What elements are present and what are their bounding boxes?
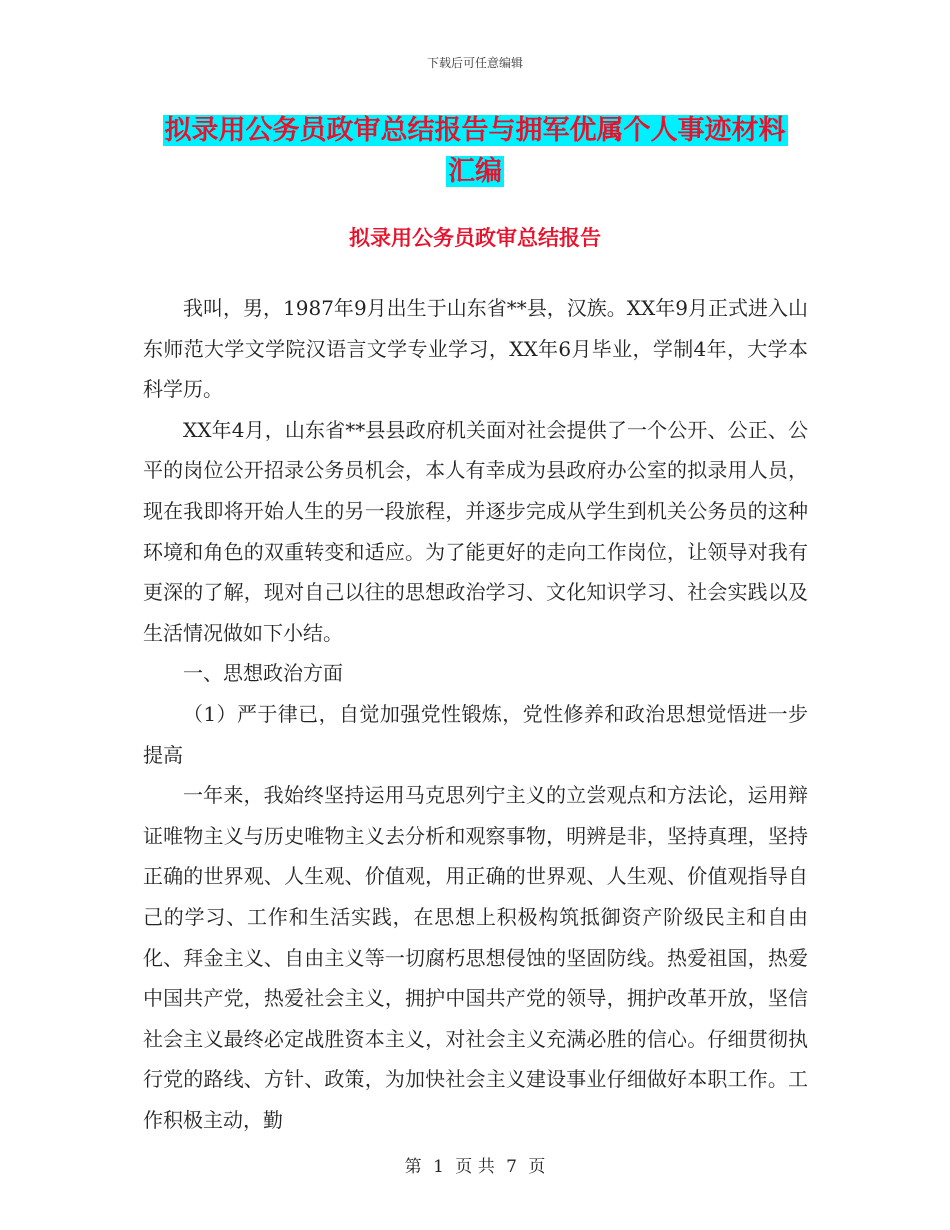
document-title	[140, 110, 810, 192]
footer-suffix: 页	[528, 1157, 546, 1177]
total-pages-number: 7	[506, 1157, 517, 1177]
section-heading: 一、思想政治方面	[183, 661, 343, 686]
paragraph: 一年来，我始终坚持运用马克思列宁主义的立尝观点和方法论，运用辩证唯物主义与历史唯物主义去分析和观察事物，明辨是非，坚持真理，坚持正确的世界观、人生观、价值观，用正确的世界观、人生观、价值观指导自己的学习、工作和生活实践，在思想上积极构筑抵御资产阶级民主和自由化、拜金主义、自由主义等一切腐朽思想侵蚀的坚固防线。热爱祖国，热爱中国共产党，热爱社会主义，拥护中国共产党的领导，拥护改革开放，坚信社会主义最终必定战胜资本主义，对社会主义充满必胜的信心。仔细贯彻执行党的路线、方针、政策，为加快社会主义建设事业仔细做好本职工作。工作积极主动，勤	[143, 783, 808, 1132]
page-footer	[0, 1152, 950, 1177]
document-title-line1: 拟录用公务员政审总结报告与拥军优属个人事迹材料	[164, 115, 786, 146]
paragraph: XX年4月，山东省**县县政府机关面对社会提供了一个公开、公正、公平的岗位公开招录公务员机会，本人有幸成为县政府办公室的拟录用人员，现在我即将开始人生的另一段旅程，并逐步完成从学生到机关公务员的这种环境和角色的双重转变和适应。为了能更好的走向工作岗位，让领导对我有更深的了解，现对自己以往的思想政治学习、文化知识学习、社会实践以及生活情况做如下小结。	[143, 417, 808, 645]
current-page-number: 1	[433, 1157, 444, 1177]
document-body	[143, 288, 808, 1140]
footer-prefix: 第	[404, 1157, 422, 1177]
header-note: 下载后可任意编辑	[426, 56, 523, 70]
subsection-heading: （1）严于律已，自觉加强党性锻炼，党性修养和政治思想觉悟进一步提高	[143, 701, 808, 767]
paragraph: 我叫，男，1987年9月出生于山东省**县，汉族。XX年9月正式进入山东师范大学文学院汉语言文学专业学习，XX年6月毕业，学制4年，大学本科学历。	[143, 296, 808, 402]
footer-middle: 页 共	[455, 1157, 495, 1177]
section-title: 拟录用公务员政审总结报告	[349, 226, 601, 250]
document-title-line2: 汇编	[448, 156, 502, 187]
